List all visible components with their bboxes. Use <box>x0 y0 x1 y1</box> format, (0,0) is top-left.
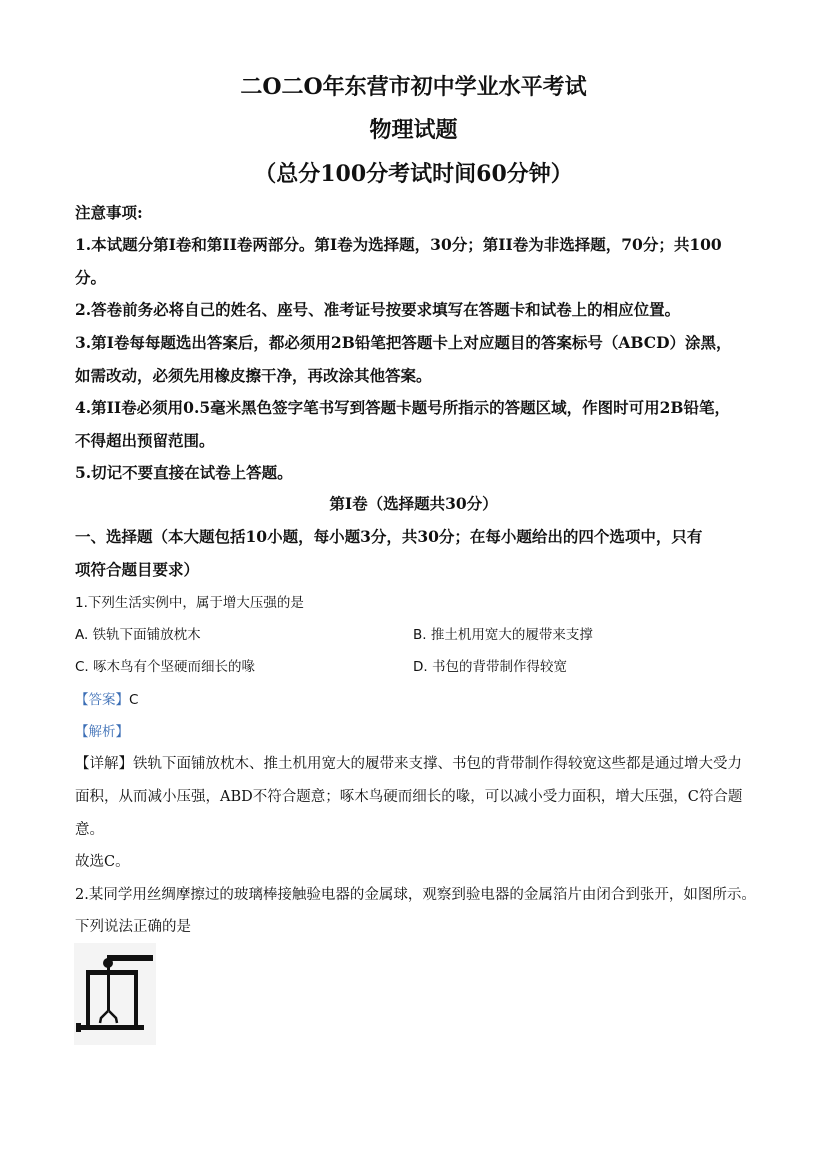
q1-option-c: C. 啄木鸟有个坚硬而细长的喙 <box>75 659 256 675</box>
question-2-stem: 2.某同学用丝绸摩擦过的玻璃棒接触验电器的金属球，观察到验电器的金属箔片由闭合到张开，如图所示。 <box>75 887 756 903</box>
electroscope-figure <box>74 943 156 1045</box>
q1-option-d: D. 书包的背带制作得较宽 <box>413 659 567 675</box>
notice-item: 5.切记不要直接在试卷上答题。 <box>75 463 293 482</box>
q1-detail: 面积，从而减小压强，ABD不符合题意；啄木鸟硬而细长的喙，可以减小受力面积，增大压强，C符合题 <box>75 789 743 805</box>
answer-label: 【答案】 <box>75 692 129 708</box>
q1-detail: 【详解】铁轨下面铺放枕木、推土机用宽大的履带来支撑、书包的背带制作得较宽这些都是通过增大受力 <box>75 756 742 772</box>
exam-subject: 物理试题 <box>369 117 458 143</box>
question-2-stem-cont: 下列说法正确的是 <box>75 919 191 935</box>
glass-rod <box>107 955 153 961</box>
answer-value: C <box>129 692 139 708</box>
q1-option-b: B. 推土机用宽大的履带来支撑 <box>413 627 593 643</box>
exam-meta: （总分100分考试时间60分钟） <box>254 161 573 187</box>
notice-item: 不得超出预留范围。 <box>75 431 215 450</box>
electroscope-drawing <box>74 943 156 1045</box>
section-instruction: 一、选择题（本大题包括10小题，每小题3分，共30分；在每小题给出的四个选项中，只有 <box>75 527 703 546</box>
exam-title: 二O二O年东营市初中学业水平考试 <box>240 74 587 100</box>
q1-analysis-label: 【解析】 <box>75 724 129 740</box>
section-instruction-cont: 项符合题目要求） <box>75 560 200 579</box>
notice-item: 1.本试题分第I卷和第II卷两部分。第I卷为选择题，30分；第II卷为非选择题，70分；共100 <box>75 235 722 254</box>
q1-conclusion: 故选C。 <box>75 854 130 870</box>
metal-rod <box>107 967 110 1011</box>
notice-heading: 注意事项: <box>75 203 143 222</box>
notice-item: 3.第I卷每每题选出答案后，都必须用2B铅笔把答题卡上对应题目的答案标号（ABCD）涂黑， <box>75 333 732 352</box>
question-1-stem: 1.下列生活实例中，属于增大压强的是 <box>75 595 304 611</box>
q1-option-a: A. 铁轨下面铺放枕木 <box>75 627 201 643</box>
notice-item: 分。 <box>75 268 107 287</box>
notice-item: 2.答卷前务必将自己的姓名、座号、准考证号按要求填写在答题卡和试卷上的相应位置。 <box>75 300 681 319</box>
q1-detail: 意。 <box>75 822 104 838</box>
notice-item: 4.第II卷必须用0.5毫米黑色签字笔书写到答题卡题号所指示的答题区域，作图时可用2B铅笔， <box>75 398 731 417</box>
section-title: 第I卷（选择题共30分） <box>329 494 498 513</box>
q1-answer <box>75 688 138 708</box>
metal-ball <box>103 958 113 968</box>
notice-item: 如需改动，必须先用橡皮擦干净，再改涂其他答案。 <box>75 366 432 385</box>
